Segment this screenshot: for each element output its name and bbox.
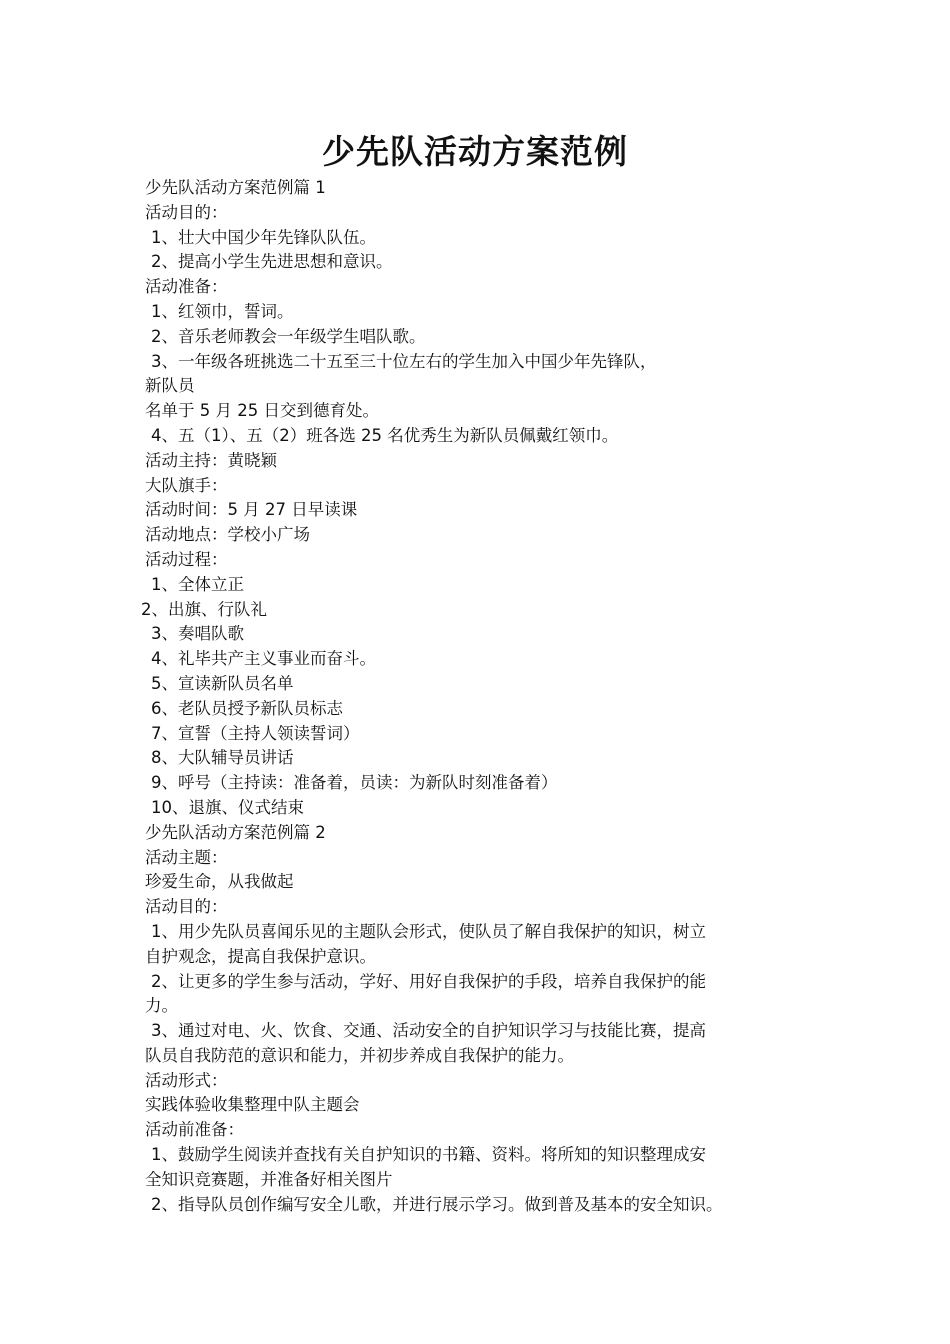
- list-item: 7、宣誓（主持人领读誓词）: [151, 723, 360, 743]
- text-line: 珍爱生命，从我做起: [145, 872, 294, 892]
- section-heading: 少先队活动方案范例篇 1: [145, 178, 326, 197]
- list-item: 3、通过对电、火、饮食、交通、活动安全的自护知识学习与技能比赛，提高: [151, 1021, 706, 1041]
- text-line: 活动过程：: [145, 549, 228, 569]
- list-item: 2、出旗、行队礼: [141, 599, 267, 619]
- list-item: 8、大队辅导员讲话: [151, 748, 294, 768]
- text-line: 力。: [145, 996, 178, 1016]
- text-line: 活动时间：5 月 27 日早读课: [145, 500, 358, 520]
- text-line: 全知识竞赛题，并准备好相关图片: [145, 1169, 393, 1189]
- list-item: 4、五（1）、五（2）班各选 25 名优秀生为新队员佩戴红领巾。: [151, 425, 619, 445]
- text-line: 活动地点：学校小广场: [145, 525, 310, 545]
- document-body: [141, 176, 815, 1217]
- text-line: 新队员: [145, 376, 195, 396]
- list-item: 1、全体立正: [151, 574, 244, 594]
- text-line: 活动主题：: [145, 847, 228, 867]
- text-line: 活动准备：: [145, 277, 228, 297]
- list-item: 2、音乐老师教会一年级学生唱队歌。: [151, 326, 426, 346]
- list-item: 2、指导队员创作编写安全儿歌，并进行展示学习。做到普及基本的安全知识。: [151, 1194, 723, 1214]
- text-line: 活动前准备：: [145, 1120, 244, 1140]
- list-item: 5、宣读新队员名单: [151, 673, 294, 693]
- text-line: 活动主持：黄晓颖: [145, 450, 277, 470]
- list-item: 1、壮大中国少年先锋队队伍。: [151, 227, 376, 247]
- text-line: 名单于 5 月 25 日交到德育处。: [145, 401, 379, 421]
- list-item: 2、提高小学生先进思想和意识。: [151, 252, 393, 272]
- list-item: 4、礼毕共产主义事业而奋斗。: [151, 649, 376, 669]
- list-item: 6、老队员授予新队员标志: [151, 698, 343, 718]
- list-item: 3、奏唱队歌: [151, 624, 244, 644]
- text-line: 大队旗手：: [145, 475, 228, 495]
- list-item: 1、用少先队员喜闻乐见的主题队会形式，使队员了解自我保护的知识，树立: [151, 921, 706, 941]
- text-line: 实践体验收集整理中队主题会: [145, 1095, 360, 1115]
- text-line: 自护观念，提高自我保护意识。: [145, 946, 376, 966]
- list-item: 1、鼓励学生阅读并查找有关自护知识的书籍、资料。将所知的知识整理成安: [151, 1145, 706, 1165]
- document-title: 少先队活动方案范例: [322, 132, 628, 171]
- list-item: 2、让更多的学生参与活动，学好、用好自我保护的手段，培养自我保护的能: [151, 971, 706, 991]
- text-line: 活动目的：: [145, 897, 228, 917]
- text-line: 队员自我防范的意识和能力，并初步养成自我保护的能力。: [145, 1045, 574, 1065]
- section-heading: 少先队活动方案范例篇 2: [145, 822, 326, 842]
- list-item: 3、一年级各班挑选二十五至三十位左右的学生加入中国少年先锋队，: [151, 351, 657, 371]
- text-line: 活动形式：: [145, 1070, 228, 1090]
- list-item: 10、退旗、仪式结束: [151, 797, 304, 817]
- text-line: 活动目的：: [145, 202, 228, 222]
- list-item: 1、红领巾，誓词。: [151, 301, 294, 321]
- list-item: 9、呼号（主持读：准备着，员读：为新队时刻准备着）: [151, 773, 558, 793]
